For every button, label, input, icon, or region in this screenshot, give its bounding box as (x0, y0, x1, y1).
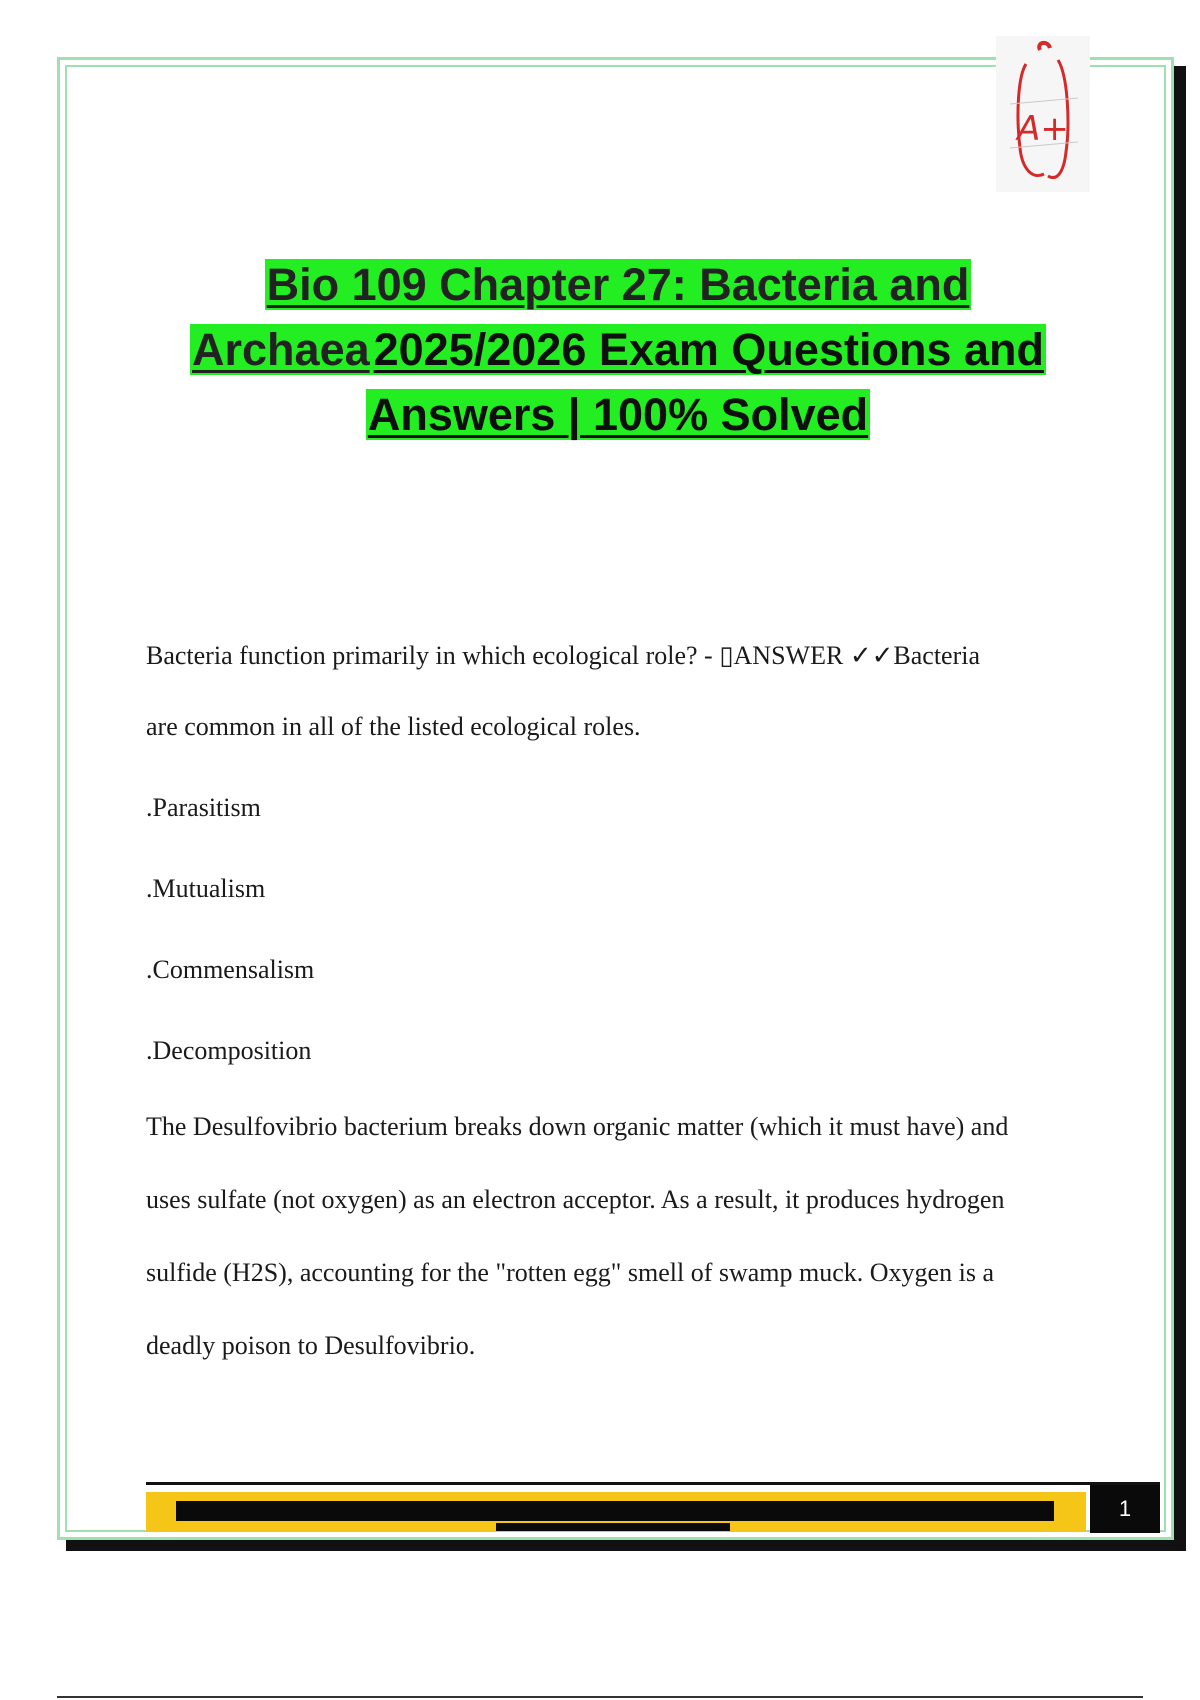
footer-bar-inner (176, 1501, 1054, 1521)
checkmark-icon: ✓✓ (849, 641, 894, 670)
title-text-3: Answers | 100% Solved (367, 389, 869, 440)
bottom-rule (57, 1696, 1143, 1698)
title-line-1 (120, 252, 1116, 317)
footer-bar-sub (496, 1523, 730, 1531)
grade-stamp-icon (996, 36, 1090, 192)
title-text-2b: 2025/2026 Exam Questions and (373, 324, 1044, 375)
question-text: Bacteria function primarily in which ecological role? - (146, 641, 720, 670)
answer-first-word: Bacteria (893, 641, 980, 670)
document-title (120, 252, 1116, 447)
answer-marker-icon: ▯ (719, 641, 734, 670)
footer-rule (146, 1482, 1160, 1485)
footer-bar (146, 1492, 1086, 1532)
answer-text: are common in all of the listed ecological roles. (146, 712, 641, 741)
page-number: 1 (1090, 1485, 1160, 1533)
title-text-1: Bio 109 Chapter 27: Bacteria and (266, 259, 970, 310)
title-line-2 (120, 317, 1116, 382)
explanation-line: sulfide (H2S), accounting for the "rotten egg" smell of swamp muck. Oxygen is a (146, 1258, 994, 1287)
grade-stamp-text: A+ (1017, 109, 1069, 149)
answer-label: ANSWER (733, 641, 850, 670)
grade-stamp-drawing (996, 36, 1090, 192)
explanation-line: deadly poison to Desulfovibrio. (146, 1331, 476, 1360)
answer-line (146, 691, 1086, 762)
explanation-line: uses sulfate (not oxygen) as an electron acceptor. As a result, it produces hydrogen (146, 1185, 1005, 1214)
document-content (146, 620, 1086, 1378)
option-item: .Mutualism (146, 874, 266, 903)
title-text-2a: Archaea (192, 324, 370, 375)
question-line (146, 620, 1086, 691)
option-item: .Commensalism (146, 955, 315, 984)
option-item: .Parasitism (146, 793, 261, 822)
option-item: .Decomposition (146, 1036, 312, 1065)
title-line-3 (120, 382, 1116, 447)
explanation-line: The Desulfovibrio bacterium breaks down organic matter (which it must have) and (146, 1112, 1009, 1141)
